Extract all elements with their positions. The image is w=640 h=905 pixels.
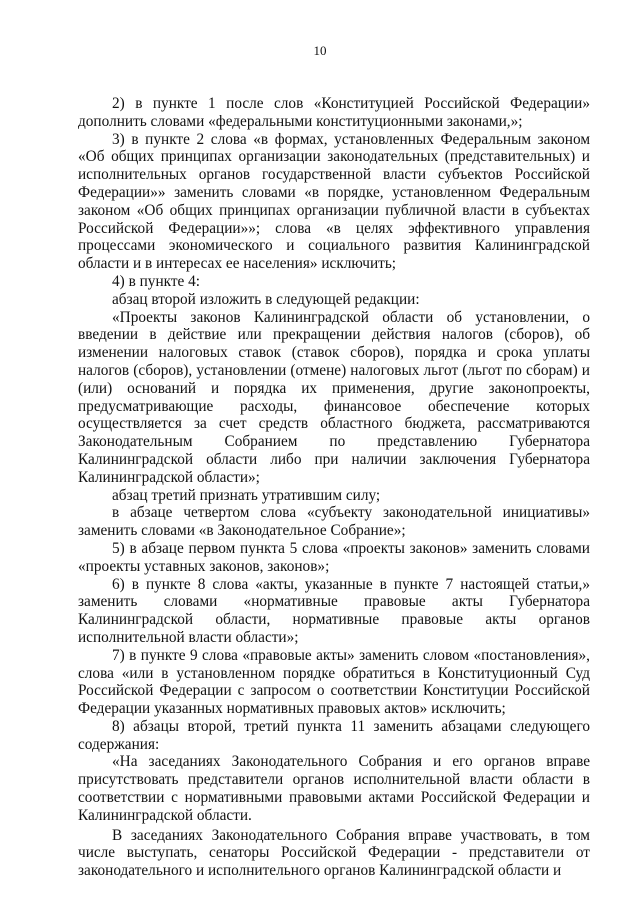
paragraph-abzac-chetvertyy: в абзаце четвертом слова «субъекту законодательной инициативы» заменить словами «в Законодательное Собрание»; <box>78 504 590 540</box>
paragraph-item-8: 8) абзацы второй, третий пункта 11 заменить абзацами следующего содержания: <box>78 717 590 753</box>
paragraph-item-3: 3) в пункте 2 слова «в формах, установленных Федеральным законом «Об общих принципах организации законодательных (представительных) и исполнительных органов государственной власти субъектов Российской Федерации»» заменить словами «в порядке, установленном Федеральным законом «Об общих принципах организации публичной власти в субъектах Российской Федерации»»; слова «в целях эффективного управления процессами экономического и социального развития Калининградской области и в интересах ее населения» исключить; <box>78 130 590 273</box>
paragraph-item-6: 6) в пункте 8 слова «акты, указанные в пункте 7 настоящей статьи,» заменить словами «нормативные правовые акты Губернатора Калининградской области, нормативные правовые акты органов исполнительной власти области»; <box>78 575 590 646</box>
paragraph-item-4: 4) в пункте 4: <box>112 272 201 290</box>
paragraph-participation: В заседаниях Законодательного Собрания вправе участвовать, в том числе выступать, сенаторы Российской Федерации - представители от законодательного и исполнительного органов Калининградской области и <box>78 826 590 880</box>
paragraph-quoted-projects: «Проекты законов Калининградской области об установлении, о введении в действие или прекращении действия налогов (сборов), об изменении налоговых ставок (ставок сборов), порядка и срока уплаты налогов (сборов), установлении (отмене) налоговых льгот (льгот по сборам) и (или) оснований и порядка их применения, другие законопроекты, предусматривающие расходы, финансовое обеспечение которых осуществляется за счет средств областного бюджета, рассматриваются Законодательным Собранием по представлению Губернатора Калининградской области либо при наличии заключения Губернатора Калининградской области»; <box>78 308 590 486</box>
paragraph-item-5: 5) в абзаце первом пункта 5 слова «проекты законов» заменить словами «проекты уставных законов, законов»; <box>78 539 590 575</box>
paragraph-item-2: 2) в пункте 1 после слов «Конституцией Российской Федерации» дополнить словами «федеральными конституционными законами,»; <box>78 95 590 130</box>
page-number: 10 <box>313 43 327 58</box>
paragraph-item-7: 7) в пункте 9 слова «правовые акты» заменить словом «постановления», слова «или в установленном порядке обратиться в Конституционный Суд Российской Федерации с запросом о соответствии Конституции Российской Федерации указанных нормативных правовых актов» исключить; <box>78 646 590 718</box>
paragraph-abzac-tretiy: абзац третий признать утратившим силу; <box>112 486 381 504</box>
paragraph-quoted-sessions: «На заседаниях Законодательного Собрания и его органов вправе присутствовать представители органов исполнительной власти области в соответствии с нормативными правовыми актами Российской Федерации и Калининградской области. <box>78 753 590 824</box>
document-body <box>78 95 590 880</box>
paragraph-abzac-vtoroy: абзац второй изложить в следующей редакции: <box>112 290 420 308</box>
